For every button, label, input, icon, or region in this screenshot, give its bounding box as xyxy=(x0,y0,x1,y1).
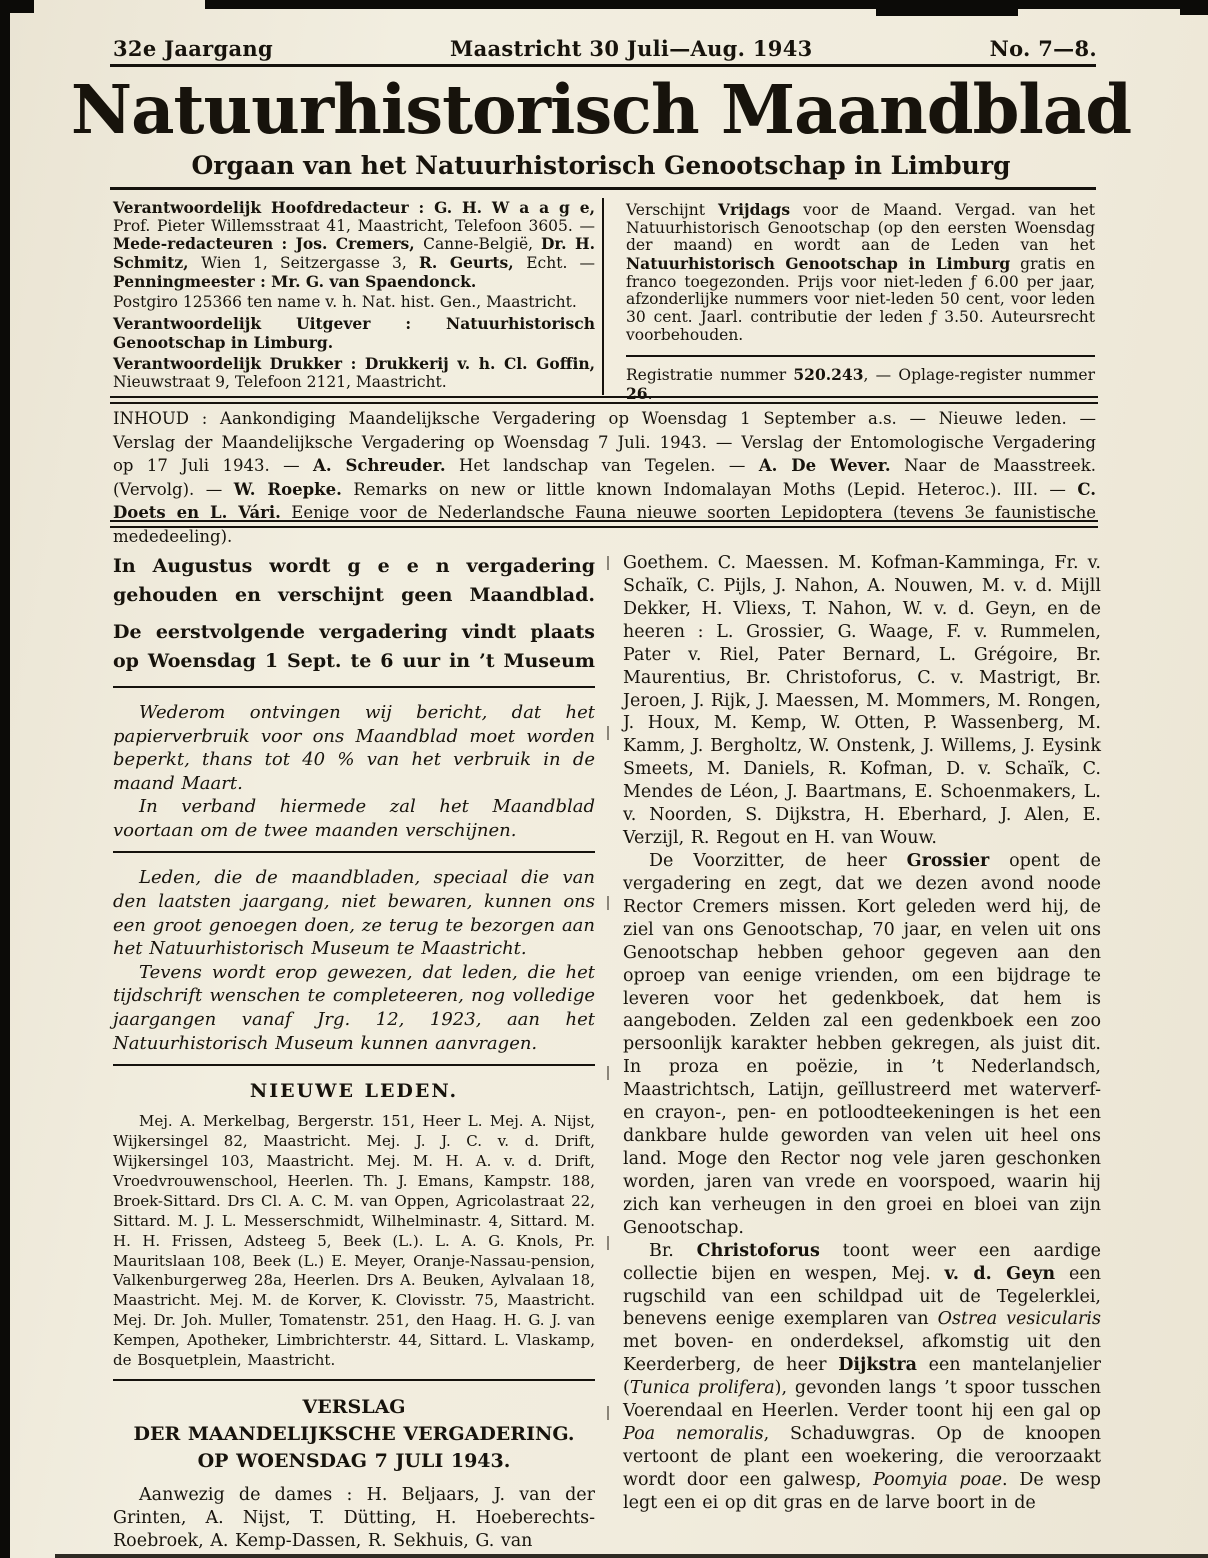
header-rule xyxy=(110,64,1096,67)
registration-rule xyxy=(626,355,1095,357)
scan-edge-top xyxy=(205,0,1208,9)
notice-bimonthly: In verband hiermede zal het Maandblad voortaan om de twee maanden verschijnen. xyxy=(113,796,595,841)
header-row xyxy=(113,36,1097,61)
inhoud-bottom-rule xyxy=(110,520,1098,528)
scan-edge-left xyxy=(0,0,10,1558)
body-column-right xyxy=(623,552,1101,1515)
scan-blob xyxy=(876,0,1018,16)
masthead-uitgever: Verantwoordelijk Uitgever : Natuurhistorisch Genootschap in Limburg. xyxy=(113,313,595,352)
masthead-drukker: Verantwoordelijk Drukker : Drukkerij v. h. Cl. Goffin, Nieuwstraat 9, Telefoon 2121, Maastricht. xyxy=(113,354,595,391)
heading-verslag-line2: DER MAANDELIJKSCHE VERGADERING. xyxy=(133,1423,575,1446)
scan-edge-bottom xyxy=(55,1554,1208,1558)
masthead-right xyxy=(626,201,1095,407)
notice-return-issues: Leden, die de maandbladen, speciaal die van den laatsten jaargang, niet bewaren, kunnen ons een groot genoegen doen, ze terug te bezorgen aan het Natuurhistorisch Museum te Maastricht. xyxy=(113,867,595,960)
scan-blob xyxy=(1180,0,1208,15)
journal-title: Natuurhistorisch Maandblad xyxy=(70,70,1132,149)
journal-date: Maastricht 30 Juli—Aug. 1943 xyxy=(450,36,813,61)
registration-line: Registratie nummer 520.243, — Oplage-register nummer 26. xyxy=(626,365,1095,403)
journal-volume: 32e Jaargang xyxy=(113,36,273,61)
masthead-publication-info: Verschijnt Vrijdags voor de Maand. Vergad. van het Natuurhistorisch Genootschap (op den eersten Woensdag der maand) en wordt aan de Leden van het Natuurhistorisch Genootschap in Limburg gratis en franco toegezonden. Prijs voor niet-leden ƒ 6.00 per jaar, afzonderlijke nummers voor niet-leden 50 cent, voor leden 30 cent. Jaarl. contributie der leden ƒ 3.50. Auteursrecht voorbehouden. xyxy=(626,200,1096,344)
announcement-next-meeting: De eerstvolgende vergadering vindt plaats op Woensdag 1 Sept. te 6 uur in ’t Museum xyxy=(113,621,595,672)
table-of-contents: INHOUD : Aankondiging Maandelijksche Vergadering op Woensdag 1 September a.s. — Nieuwe leden. — Verslag der Maandelijksche Vergadering op Woensdag 7 Juli. 1943. — Verslag der Entomologische Vergadering op 17 Juli 1943. — A. Schreuder. Het landschap van Tegelen. — A. De Wever. Naar de Maasstreek. (Vervolg). — W. Roepke. Remarks on new or little known Indomalayan Moths (Lepid. Heteroc.). III. — C. Doets en L. Vári. Eenige voor de Nederlandsche Fauna nieuwe soorten Lepidoptera (tevens 3e faunistische mededeeling). xyxy=(113,409,1096,546)
masthead-divider xyxy=(602,198,604,395)
heading-verslag-line3: OP WOENSDAG 7 JULI 1943. xyxy=(197,1450,511,1473)
notice-paper-restriction: Wederom ontvingen wij bericht, dat het papierverbruik voor ons Maandblad moet worden beperkt, thans tot 40 % van het verbruik in de maand Maart. xyxy=(113,702,595,794)
heading-verslag-line1: VERSLAG xyxy=(302,1396,406,1419)
masthead-postgiro: Postgiro 125366 ten name v. h. Nat. hist. Gen., Maastricht. xyxy=(113,293,577,312)
section-rule xyxy=(113,1064,595,1066)
masthead-left xyxy=(113,199,595,395)
inhoud-top-rule xyxy=(110,396,1098,404)
section-rule xyxy=(113,1379,595,1381)
announcement-no-meeting: In Augustus wordt g e e n vergadering gehouden en verschijnt geen Maandblad. xyxy=(113,555,595,606)
section-rule xyxy=(113,686,595,688)
new-members-list: Mej. A. Merkelbag, Bergerstr. 151, Heer L. Mej. A. Nijst, Wijkersingel 82, Maastricht. Mej. J. J. C. v. d. Drift, Wijkersingel 103, Maastricht. Mej. M. H. A. v. d. Drift, Vroedvrouwenschool, Heerlen. Th. J. Emans, Kampstr. 188, Broek-Sittard. Drs Cl. A. C. M. van Oppen, Agricolastraat 22, Sittard. M. J. L. Messerschmidt, Wilhelminastr. 4, Sittard. M. H. H. Frissen, Adsteeg 5, Beek (L.). L. A. G. Knols, Pr. Mauritslaan 108, Beek (L.) E. Meyer, Oranje-Nassau-pension, Valkenburgerweg 28a, Heerlen. Drs A. Beuken, Aylvalaan 18, Maastricht. Mej. M. de Korver, K. Clovisstr. 75, Maastricht. Mej. Dr. Joh. Muller, Tomatenstr. 251, den Haag. H. G. J. van Kempen, Apotheker, Limbrichterstr. 44, Sittard. L. Vlaskamp, de Bosquetplein, Maastricht. xyxy=(113,1111,595,1370)
masthead-editors: Verantwoordelijk Hoofdredacteur : G. H. W a a g e, Prof. Pieter Willemsstraat 41, Maastricht, Telefoon 3605. — Mede-redacteuren : Jos. Cremers, Canne-België, Dr. H. Schmitz, Wien 1, Seitzergasse 3, R. Geurts, Echt. — Penningmeester : Mr. G. van Spaendonck. xyxy=(113,198,595,291)
heading-nieuwe-leden: NIEUWE LEDEN. xyxy=(249,1080,459,1103)
attendance-paragraph: Aanwezig de dames : H. Beljaars, J. van der Grinten, A. Nijst, T. Dütting, H. Hoeberechts-Roebroek, A. Kemp-Dassen, R. Sekhuis, G. van xyxy=(113,1485,595,1551)
christoforus-paragraph: Br. Christoforus toont weer een aardige collectie bijen en wespen, Mej. v. d. Geyn een rugschild van een schildpad uit de Tegelerklei, benevens eenige exemplaren van Ostrea vesicularis met boven- en onderdeksel, afkomstig uit den Keerderberg, de heer Dijkstra een mantelanjelier (Tunica prolifera), gevonden langs ’t spoor tusschen Voerendaal en Heerlen. Verder toont hij een gal op Poa nemoralis, Schaduwgras. Op de knoopen vertoont de plant een woekering, die veroorzaakt wordt door een galwesp, Poomyia poae. De wesp legt een ei op dit gras en de larve boort in de xyxy=(623,1240,1101,1513)
section-rule xyxy=(113,851,595,853)
attendance-continued: Goethem. C. Maessen. M. Kofman-Kamminga, Fr. v. Schaïk, C. Pijls, J. Nahon, A. Nouwen, M. v. d. Mijll Dekker, H. Vliexs, T. Nahon, W. v. d. Geyn, en de heeren : L. Grossier, G. Waage, F. v. Rummelen, Pater v. Riel, Pater Bernard, L. Grégoire, Br. Maurentius, Br. Christoforus, C. v. Mastrigt, Br. Jeroen, J. Rijk, J. Maessen, M. Mommers, M. Rongen, J. Houx, M. Kemp, W. Otten, P. Wassenberg, M. Kamm, J. Bergholtz, W. Onstenk, J. Willems, J. Eysink Smeets, M. Daniels, R. Kofman, D. v. Schaïk, C. Mendes de Léon, J. Baartmans, E. Schoenmakers, L. v. Noorden, S. Dijkstra, H. Eberhard, J. Alen, E. Verzijl, R. Regout en H. van Wouw. xyxy=(623,553,1101,849)
journal-subtitle: Orgaan van het Natuurhistorisch Genootschap in Limburg xyxy=(191,151,1011,180)
subtitle-rule xyxy=(110,187,1096,190)
heading-verslag xyxy=(113,1394,595,1475)
issue-number: No. 7—8. xyxy=(989,36,1097,61)
scan-blob xyxy=(0,0,34,13)
voorzitter-paragraph: De Voorzitter, de heer Grossier opent de vergadering en zegt, dat we dezen avond noode Rector Cremers missen. Kort geleden werd hij, de ziel van ons Genootschap, 70 jaar, en velen uit ons Genootschap hebben gehoor gegeven aan den oproep van eenige vrienden, om een bijdrage te leveren voor het gedenkboek, dat hem is aangeboden. Zelden zal een gedenkboek een zoo persoonlijk karakter hebben gekregen, als juist dit. In proza en poëzie, in ’t Nederlandsch, Maastrichtsch, Latijn, geïllustreerd met waterverf- en crayon-, pen- en potloodteekeningen is het een dankbare hulde geworden van velen uit heel ons land. Moge den Rector nog vele jaren geschonken worden, jaren van vrede en voorspoed, waarin hij zich kan verheugen in den groei en bloei van zijn Genootschap. xyxy=(623,850,1101,1238)
notice-complete-volumes: Tevens wordt erop gewezen, dat leden, die het tijdschrift wenschen te completeeren, nog volledige jaargangen vanaf Jrg. 12, 1923, aan het Natuurhistorisch Museum kunnen aanvragen. xyxy=(113,961,595,1054)
body-column-left xyxy=(113,552,595,1553)
column-divider xyxy=(607,556,609,1486)
